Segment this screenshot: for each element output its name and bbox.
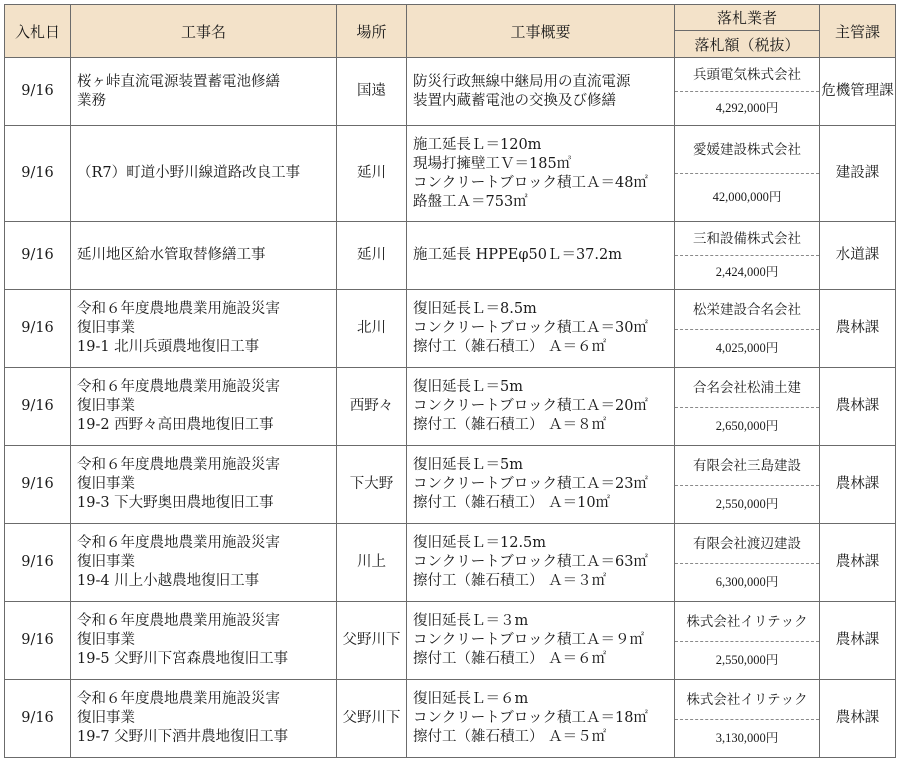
table-header	[5, 5, 896, 58]
winning-amount: 3,130,000円	[675, 720, 820, 758]
project-location: 延川	[337, 222, 407, 290]
project-summary-line: コンクリートブロック積工Ａ＝63㎡	[413, 554, 648, 570]
table-row	[5, 680, 896, 720]
responsible-dept: 農林課	[820, 290, 896, 368]
winning-vendor: 松栄建設合名会社	[675, 290, 820, 330]
project-summary-line: 擦付工（雑石積工） Ａ＝10㎡	[413, 495, 611, 511]
responsible-dept: 農林課	[820, 602, 896, 680]
bid-date: 9/16	[5, 290, 71, 368]
project-summary-line: 復旧延長Ｌ＝5m	[413, 379, 523, 395]
winning-amount: 2,424,000円	[675, 256, 820, 290]
project-name	[71, 602, 337, 680]
table-row	[5, 446, 896, 486]
responsible-dept: 農林課	[820, 524, 896, 602]
project-name	[71, 126, 337, 222]
project-name	[71, 446, 337, 524]
winning-amount: 4,025,000円	[675, 330, 820, 368]
project-name	[71, 524, 337, 602]
project-name-line: 復旧事業	[77, 554, 135, 570]
project-name-line: 業務	[77, 92, 106, 109]
bid-date: 9/16	[5, 602, 71, 680]
project-name-line: 令和６年度農地農業用施設災害	[77, 457, 280, 473]
table-row	[5, 58, 896, 92]
table-row	[5, 368, 896, 408]
responsible-dept: 農林課	[820, 680, 896, 758]
project-summary-line: 防災行政無線中継局用の直流電源	[413, 73, 631, 90]
project-summary	[407, 58, 675, 126]
project-summary-line: 復旧延長Ｌ＝６m	[413, 691, 529, 707]
winning-amount: 42,000,000円	[675, 174, 820, 222]
winning-vendor: 有限会社三島建設	[675, 446, 820, 486]
bid-date: 9/16	[5, 524, 71, 602]
project-summary	[407, 222, 675, 290]
project-summary-line: コンクリートブロック積工Ａ＝48㎡	[413, 174, 648, 191]
project-name	[71, 680, 337, 758]
project-summary-line: 施工延長Ｌ＝120m	[413, 136, 542, 153]
project-summary-line: 擦付工（雑石積工） Ａ＝８㎡	[413, 417, 607, 433]
project-summary-line: コンクリートブロック積工Ａ＝20㎡	[413, 398, 648, 414]
table-body	[5, 58, 896, 758]
project-name-line: 令和６年度農地農業用施設災害	[77, 301, 280, 317]
project-summary-line: コンクリートブロック積工Ａ＝９㎡	[413, 632, 644, 648]
bid-date: 9/16	[5, 126, 71, 222]
winning-vendor: 愛媛建設株式会社	[675, 126, 820, 174]
project-summary-line: コンクリートブロック積工Ａ＝30㎡	[413, 320, 648, 336]
project-summary	[407, 524, 675, 602]
winning-vendor: 有限会社渡辺建設	[675, 524, 820, 564]
project-summary-line: 擦付工（雑石積工） Ａ＝３㎡	[413, 573, 607, 589]
bid-results-table-wrapper	[4, 4, 895, 758]
winning-amount: 4,292,000円	[675, 92, 820, 126]
project-summary-line: 擦付工（雑石積工） Ａ＝６㎡	[413, 651, 607, 667]
project-location: 父野川下	[337, 680, 407, 758]
project-name-line: 19-4 川上小越農地復旧工事	[77, 573, 260, 589]
project-summary-line: 現場打擁壁工Ｖ＝185㎥	[413, 155, 572, 172]
project-name	[71, 368, 337, 446]
project-location: 川上	[337, 524, 407, 602]
winning-amount: 2,650,000円	[675, 408, 820, 446]
project-location: 延川	[337, 126, 407, 222]
responsible-dept: 水道課	[820, 222, 896, 290]
project-name	[71, 222, 337, 290]
project-name-line: 19-7 父野川下酒井農地復旧工事	[77, 729, 289, 745]
project-name-line: 復旧事業	[77, 320, 135, 336]
project-name-line: （R7）町道小野川線道路改良工事	[77, 165, 301, 181]
project-name-line: 令和６年度農地農業用施設災害	[77, 691, 280, 707]
bid-date: 9/16	[5, 680, 71, 758]
bid-results-table	[4, 4, 896, 758]
bid-date: 9/16	[5, 58, 71, 126]
winning-vendor: 株式会社イリテック	[675, 680, 820, 720]
project-summary-line: 復旧延長Ｌ＝5m	[413, 457, 523, 473]
project-location: 国遠	[337, 58, 407, 126]
project-summary-line: コンクリートブロック積工Ａ＝23㎡	[413, 476, 648, 492]
project-name-line: 令和６年度農地農業用施設災害	[77, 535, 280, 551]
project-name-line: 復旧事業	[77, 476, 135, 492]
table-row	[5, 602, 896, 642]
project-name	[71, 58, 337, 126]
bid-date: 9/16	[5, 368, 71, 446]
table-row	[5, 524, 896, 564]
winning-vendor: 株式会社イリテック	[675, 602, 820, 642]
project-summary	[407, 290, 675, 368]
winning-amount: 2,550,000円	[675, 642, 820, 680]
project-name-line: 令和６年度農地農業用施設災害	[77, 379, 280, 395]
header-vendor: 落札業者	[675, 5, 820, 31]
table-row	[5, 290, 896, 330]
responsible-dept: 農林課	[820, 368, 896, 446]
header-date: 入札日	[5, 5, 71, 58]
responsible-dept: 農林課	[820, 446, 896, 524]
project-location: 西野々	[337, 368, 407, 446]
project-name-line: 19-5 父野川下宮森農地復旧工事	[77, 651, 289, 667]
project-summary	[407, 602, 675, 680]
header-name: 工事名	[71, 5, 337, 58]
responsible-dept: 危機管理課	[820, 58, 896, 126]
header-dept: 主管課	[820, 5, 896, 58]
table-row	[5, 222, 896, 256]
project-summary-line: 装置内蔵蓄電池の交換及び修繕	[413, 92, 616, 109]
header-amount: 落札額（税抜）	[675, 31, 820, 58]
winning-amount: 2,550,000円	[675, 486, 820, 524]
project-summary-line: 施工延長 HPPEφ50Ｌ＝37.2m	[413, 247, 622, 263]
project-name-line: 延川地区給水管取替修繕工事	[77, 247, 266, 263]
bid-date: 9/16	[5, 446, 71, 524]
project-summary-line: 擦付工（雑石積工） Ａ＝６㎡	[413, 339, 607, 355]
project-summary	[407, 126, 675, 222]
project-location: 北川	[337, 290, 407, 368]
project-summary	[407, 368, 675, 446]
project-summary-line: 復旧延長Ｌ＝8.5m	[413, 301, 537, 317]
project-summary-line: コンクリートブロック積工Ａ＝18㎡	[413, 710, 648, 726]
table-row	[5, 126, 896, 174]
project-summary	[407, 680, 675, 758]
project-summary-line: 復旧延長Ｌ＝12.5m	[413, 535, 547, 551]
project-name-line: 復旧事業	[77, 710, 135, 726]
project-name-line: 桜ヶ峠直流電源装置蓄電池修繕	[77, 73, 280, 90]
winning-amount: 6,300,000円	[675, 564, 820, 602]
project-location: 父野川下	[337, 602, 407, 680]
bid-date: 9/16	[5, 222, 71, 290]
winning-vendor: 合名会社松浦土建	[675, 368, 820, 408]
header-location: 場所	[337, 5, 407, 58]
winning-vendor: 三和設備株式会社	[675, 222, 820, 256]
responsible-dept: 建設課	[820, 126, 896, 222]
project-name-line: 19-3 下大野奥田農地復旧工事	[77, 495, 274, 511]
project-summary	[407, 446, 675, 524]
header-summary: 工事概要	[407, 5, 675, 58]
project-summary-line: 路盤工Ａ＝753㎡	[413, 193, 528, 210]
project-name-line: 復旧事業	[77, 632, 135, 648]
project-summary-line: 擦付工（雑石積工） Ａ＝５㎡	[413, 729, 607, 745]
project-summary-line: 復旧延長Ｌ＝３m	[413, 613, 529, 629]
project-name	[71, 290, 337, 368]
project-name-line: 19-1 北川兵頭農地復旧工事	[77, 339, 260, 355]
project-name-line: 19-2 西野々高田農地復旧工事	[77, 417, 274, 433]
project-name-line: 復旧事業	[77, 398, 135, 414]
project-location: 下大野	[337, 446, 407, 524]
winning-vendor: 兵頭電気株式会社	[675, 58, 820, 92]
project-name-line: 令和６年度農地農業用施設災害	[77, 613, 280, 629]
